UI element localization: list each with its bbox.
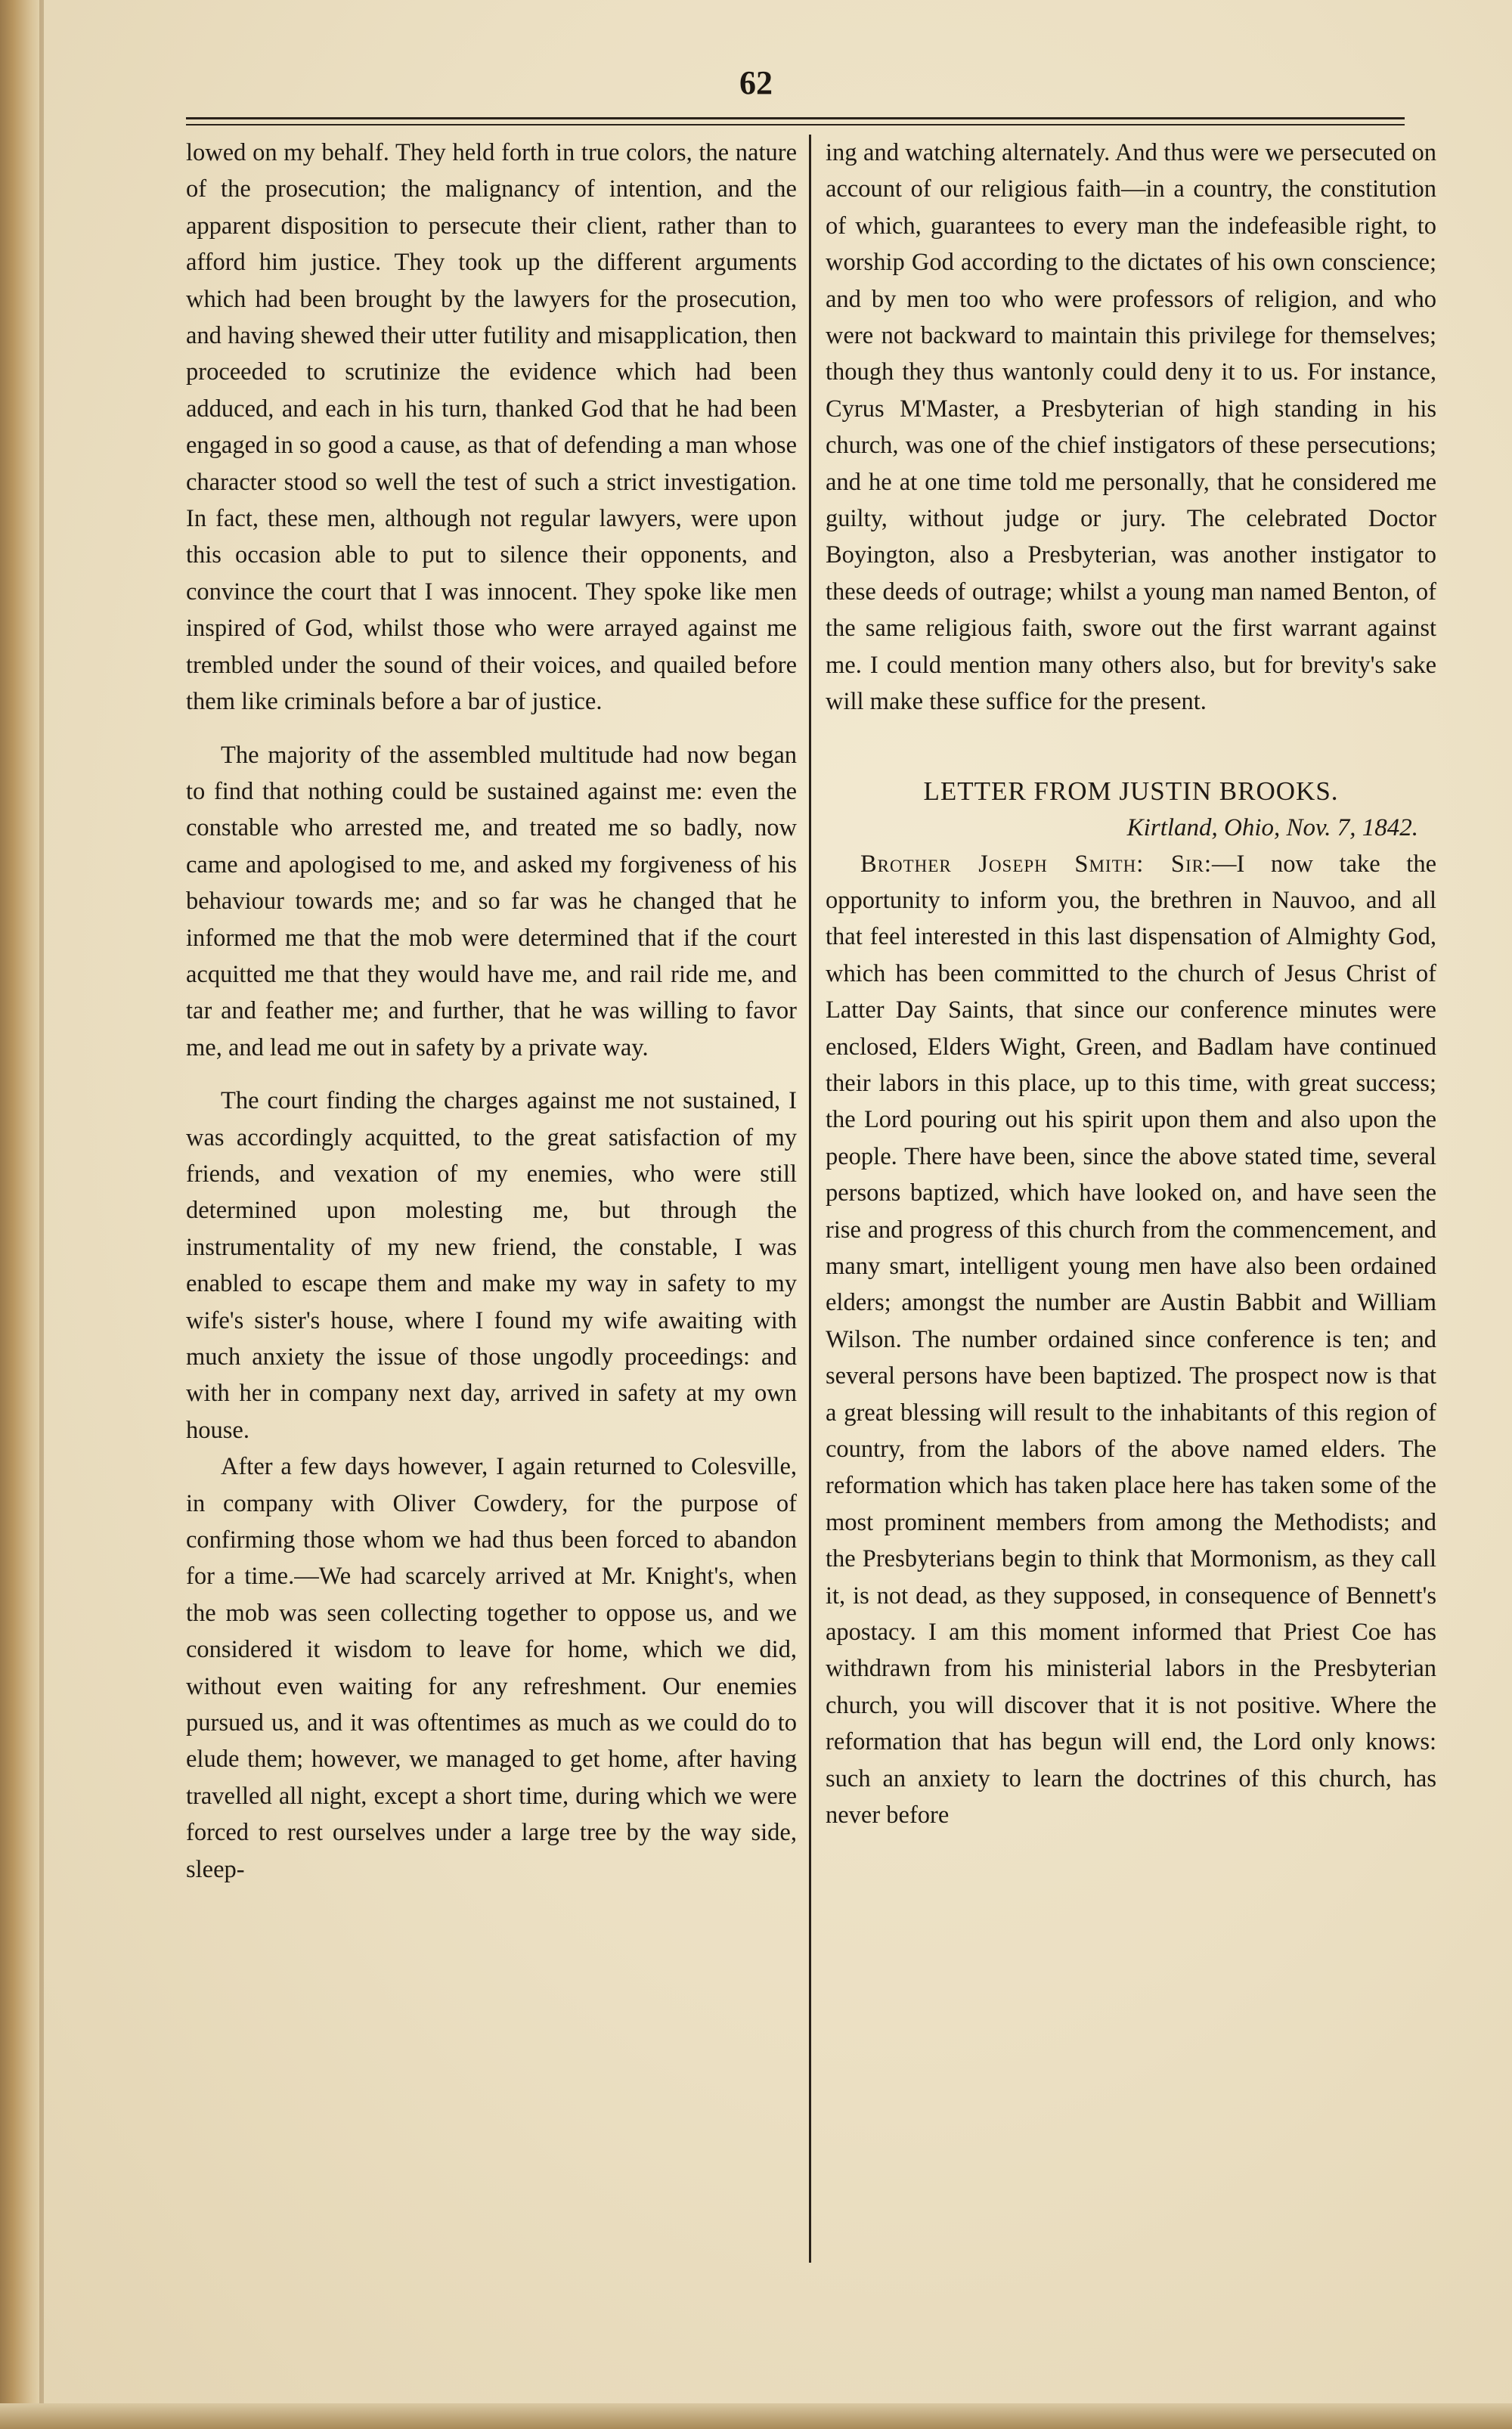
letter-body-text: —I now take the opportunity to inform you, the brethren in Nauvoo, and all that feel interested in this last dispensation of Almighty God, which has been committed to the church of Jesus Christ of Latter Day Saints, that since our conference minutes were enclosed, Elders Wight, Green, and Badlam have continued their labors in this place, up to this time, with great success; the Lord pouring out his spirit upon them and also upon the people. There have been, since the above stated time, several persons baptized, which have looked on, and have seen the rise and progress of this church from the commencement, and many smart, intelligent young men have also been ordained elders; amongst the number are Austin Babbit and William Wilson. The number ordained since conference is ten; and several persons have been baptized. The prospect now is that a great blessing will result to the inhabitants of this region of country, from the labors of the above named elders. The reformation which has taken place here has taken some of the most prominent members from among the Methodists; and the Presbyterians begin to think that Mormonism, as they call it, is not dead, as they supposed, in consequence of Bennett's apostacy. I am this moment informed that Priest Coe has withdrawn from his ministerial labors in the Presbyterian church, you will discover that it is not positive. Where the reformation that has begun will end, the Lord only knows: such an anxiety to learn the doctrines of this church, has never before [826,850,1436,1829]
column-divider [809,135,811,2263]
book-binding-edge [0,0,44,2429]
letter-dateline: Kirtland, Ohio, Nov. 7, 1842. [1126,813,1418,841]
page-bottom-edge [0,2403,1512,2429]
left-paragraph-3: The court finding the charges against me not sustained, I was accordingly acquitted, to the great satisfaction of my friends, and vexation of my enemies, who were still determined upon molesting me, but through the instrumentality of my new friend, the constable, I was enabled to escape them and make my way in safety to my wife's sister's house, where I found my wife awaiting with much anxiety the issue of those ungodly proceedings: and with her in company next day, arrived in safety at my own house. [186,1087,797,1444]
header-rule-thin [186,124,1405,125]
letter-salutation: Brother Joseph Smith: Sir: [860,850,1213,878]
right-column [826,135,1436,2266]
left-paragraph-2: The majority of the assembled multitude had now began to find that nothing could be sustained against me: even the constable who arrested me, and treated me so badly, now came and apologised to me, and asked my forgiveness of his behaviour towards me; and so far was he changed that he informed me that the mob were determined that if the court acquitted me that they would have me, and rail ride me, and tar and feather me; and further, that he was willing to favor me, and lead me out in safety by a private way. [186,741,797,1061]
left-paragraph-4: After a few days however, I again returned to Colesville, in company with Oliver Cowdery, for the purpose of confirming those whom we had thus been forced to abandon for a time.—We had scarcely arrived at Mr. Knight's, when the mob was seen collecting together to oppose us, and we considered it wisdom to leave for home, which we did, without even waiting for any refreshment. Our enemies pursued us, and it was oftentimes as much as we could do to elude them; however, we managed to get home, after having travelled all night, except a short time, during which we were forced to rest ourselves under a large tree by the way side, sleep- [186,1453,797,1883]
letter-heading: LETTER FROM JUSTIN BROOKS. [923,776,1339,806]
header-rule-thick [186,117,1405,119]
letter-body [826,846,1436,1834]
left-paragraph-1: lowed on my behalf. They held forth in true colors, the nature of the prosecution; the malignancy of intention, and the apparent disposition to persecute their client, rather than to afford him justice. They took up the different arguments which had been brought by the lawyers for the prosecution, and having shewed their utter futility and misapplication, then proceeded to scrutinize the evidence which had been adduced, and each in his turn, thanked God that he had been engaged in so good a cause, as that of defending a man whose character stood so well the test of such a strict investigation. In fact, these men, although not regular lawyers, were upon this occasion able to put to silence their opponents, and convince the court that I was innocent. They spoke like men inspired of God, whilst those who were arrayed against me trembled under the sound of their voices, and quailed before them like criminals before a bar of justice. [186,139,797,716]
right-paragraph-1: ing and watching alternately. And thus were we persecuted on account of our religious faith—in a country, the constitution of which, guarantees to every man the indefeasible right, to worship God according to the dictates of his own conscience; and by men too who were professors of religion, and who were not backward to maintain this privilege for themselves; though they thus wantonly could deny it to us. For instance, Cyrus M'Master, a Presbyterian of high standing in his church, was one of the chief instigators of these persecutions; and he at one time told me personally, that he considered me guilty, without judge or jury. The celebrated Doctor Boyington, also a Presbyterian, was another instigator to these deeds of outrage; whilst a young man named Benton, of the same religious faith, swore out the first warrant against me. I could mention many others also, but for brevity's sake will make these suffice for the present. [826,139,1436,716]
left-column [186,135,797,2266]
page-number: 62 [739,64,773,101]
